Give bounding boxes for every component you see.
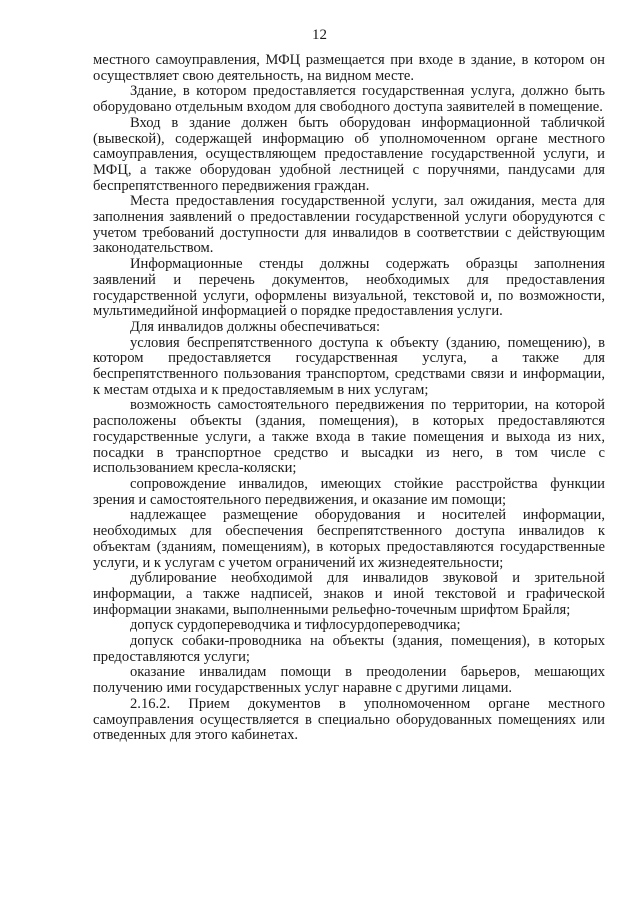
paragraph: местного самоуправления, МФЦ размещается при входе в здание, в котором он осуществляет свою деятельность, на видном месте. [93, 52, 605, 84]
list-item: надлежащее размещение оборудования и носителей информации, необходимых для обеспечения беспрепятственного доступа инвалидов к объектам (зданиям, помещениям), в которых предоставляются государственные услуги, и к услугам с учетом ограничений их жизнедеятельности; [93, 507, 605, 571]
paragraph: Здание, в котором предоставляется государственная услуга, должно быть оборудовано отдельным входом для свободного доступа заявителей в помещение. [93, 83, 605, 116]
section-paragraph: 2.16.2. Прием документов в уполномоченном органе местного самоуправления осуществляется в специально оборудованных помещениях или отведенных для этого кабинетах. [93, 695, 605, 744]
paragraph: Места предоставления государственной услуги, зал ожидания, места для заполнения заявлений о предоставлении государственной услуги оборудуются с учетом требований доступности для инвалидов в соответствии с действующим законодательством. [93, 193, 605, 257]
paragraph: Информационные стенды должны содержать образцы заполнения заявлений и перечень документов, необходимых для предоставления государственной услуги, оформлены визуальной, текстовой и, по возможности, мультимедийной информацией о порядке предоставления услуги. [93, 256, 605, 320]
page-number: 12 [312, 27, 327, 43]
document-body [93, 53, 605, 744]
list-item: условия беспрепятственного доступа к объекту (зданию, помещению), в котором предоставляется государственная услуга, а также для беспрепятственного пользования транспортом, средствами связи и информации, к местам отдыха и к предоставляемым в них услугам; [93, 334, 605, 398]
list-item: дублирование необходимой для инвалидов звуковой и зрительной информации, а также надписей, знаков и иной текстовой и графической информации знаками, выполненными рельефно-точечным шрифтом Брайля; [93, 570, 605, 618]
list-item: сопровождение инвалидов, имеющих стойкие расстройства функции зрения и самостоятельного передвижения, и оказание им помощи; [93, 475, 605, 508]
list-item: допуск собаки-проводника на объекты (здания, помещения), в которых предоставляются услуги; [93, 633, 605, 665]
list-item: возможность самостоятельного передвижения по территории, на которой расположены объекты (здания, помещения), в которых предоставляются государственные услуги, а также входа в такие помещения и выхода из них, посадки в транспортное средство и высадки из него, в том числе с использованием кресла-коляски; [93, 397, 605, 477]
paragraph: Вход в здание должен быть оборудован информационной табличкой (вывеской), содержащей информацию об уполномоченном органе местного самоуправления, осуществляющем предоставление государственной услуги, и МФЦ, а также оборудован удобной лестницей с поручнями, пандусами для беспрепятственного передвижения граждан. [93, 114, 605, 194]
list-item: оказание инвалидам помощи в преодолении барьеров, мешающих получению ими государственных услуг наравне с другими лицами. [93, 664, 605, 697]
paragraph: Для инвалидов должны обеспечиваться: [130, 318, 381, 335]
list-item: допуск сурдопереводчика и тифлосурдопереводчика; [130, 617, 461, 634]
